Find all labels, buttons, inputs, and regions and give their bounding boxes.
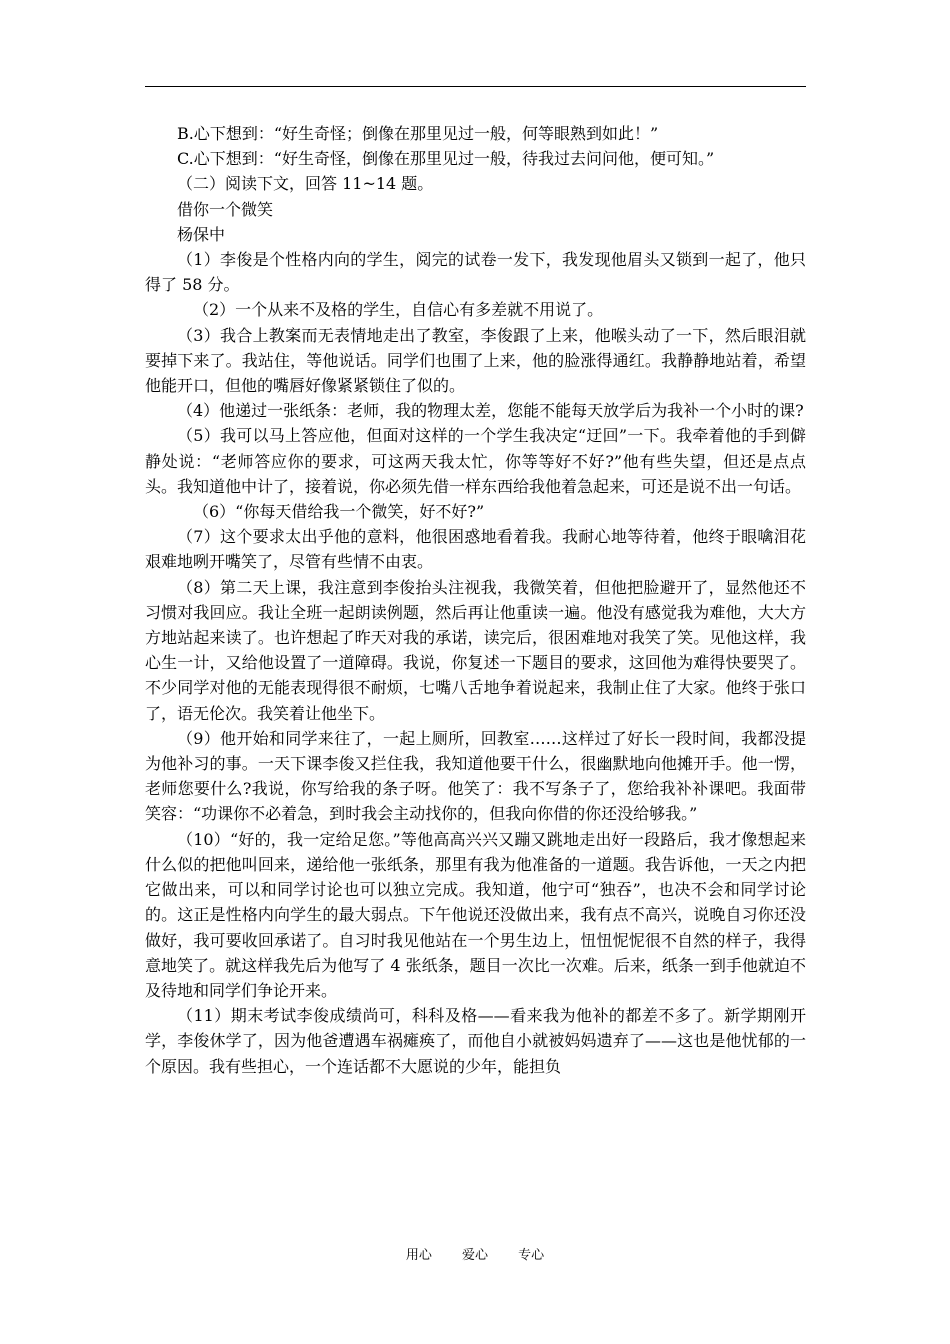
paragraph-11: （11）期末考试李俊成绩尚可，科科及格——看来我为他补的都差不多了。新学期刚开学，李俊休学了，因为他爸遭遇车祸瘫痪了，而他自小就被妈妈遗弃了——这也是他忧郁的一个原因。我有些担心，一个连话都不大愿说的少年，能担负: [145, 1006, 806, 1076]
paragraph-6: （6）“你每天借给我一个微笑，好不好?”: [193, 502, 485, 522]
option-b: B.心下想到：“好生奇怪；倒像在那里见过一般，何等眼熟到如此！”: [177, 124, 659, 143]
document-body: [145, 121, 806, 1079]
paragraph-2: （2）一个从来不及格的学生，自信心有多差就不用说了。: [193, 300, 604, 320]
header-rule: [145, 86, 806, 87]
article-title: 借你一个微笑: [177, 199, 274, 219]
paragraph-3: （3）我合上教案而无表情地走出了教室，李俊跟了上来，他喉头动了一下，然后眼泪就要掉下来了。我站住，等他说话。同学们也围了上来，他的脸涨得通红。我静静地站着，希望他能开口，但他的嘴唇好像紧紧锁住了似的。: [145, 325, 806, 396]
article-author: 杨保中: [177, 224, 226, 244]
paragraph-5: （5）我可以马上答应他，但面对这样的一个学生我决定“迂回”一下。我牵着他的手到僻静处说：“老师答应你的要求，可这两天我太忙，你等等好不好?”他有些失望，但还是点点头。我知道他中计了，接着说，你必须先借一样东西给我他着急起来，可还是说不出一句话。: [145, 426, 806, 496]
paragraph-4: （4）他递过一张纸条：老师，我的物理太差，您能不能每天放学后为我补一个小时的课?: [177, 401, 804, 421]
paragraph-9: （9）他开始和同学来往了，一起上厕所，回教室……这样过了好长一段时间，我都没提为他补习的事。一天下课李俊又拦住我，我知道他要干什么，很幽默地向他摊开手。他一愣，老师您要什么?我说，你写给我的条子呀。他笑了：我不写条子了，您给我补补课吧。我面带笑容：“功课你不必着急，到时我会主动找你的，但我向你借的你还没给够我。”: [145, 728, 806, 824]
paragraph-8: （8）第二天上课，我注意到李俊抬头注视我，我微笑着，但他把脸避开了，显然他还不习惯对我回应。我让全班一起朗读例题，然后再让他重读一遍。他没有感觉我为难他，大大方方地站起来读了。也许想起了昨天对我的承诺，读完后，很困难地对我笑了笑。见他这样，我心生一计，又给他设置了一道障碍。我说，你复述一下题目的要求，这回他为难得快要哭了。不少同学对他的无能表现得很不耐烦，七嘴八舌地争着说起来，我制止住了大家。他终于张口了，语无伦次。我笑着让他坐下。: [145, 577, 806, 723]
option-c: C.心下想到：“好生奇怪，倒像在那里见过一般，待我过去问问他，便可知。”: [177, 149, 715, 169]
paragraph-10: （10）“好的，我一定给足您。”等他高高兴兴又蹦又跳地走出好一段路后，我才像想起来什么似的把他叫回来，递给他一张纸条，那里有我为他准备的一道题。我告诉他，一天之内把它做出来，可以和同学讨论也可以独立完成。我知道，他宁可“独吞”，也决不会和同学讨论的。这正是性格内向学生的最大弱点。下午他说还没做出来，我有点不高兴，说晚自习你还没做好，我可要收回承诺了。自习时我见他站在一个男生边上，忸忸怩怩很不自然的样子，我得意地笑了。就这样我先后为他写了 4 张纸条，题目一次比一次难。后来，纸条一到手他就迫不及待地和同学们争论开来。: [145, 829, 806, 1000]
paragraph-1: （1）李俊是个性格内向的学生，阅完的试卷一发下，我发现他眉头又锁到一起了，他只得了 58 分。: [145, 250, 806, 295]
section-intro: （二）阅读下文，回答 11~14 题。: [177, 174, 434, 194]
paragraph-7: （7）这个要求太出乎他的意料，他很困惑地看着我。我耐心地等待着，他终于眼噙泪花艰难地咧开嘴笑了，尽管有些情不由衷。: [145, 527, 806, 572]
page-footer: 用心 爱心 专心: [405, 1248, 545, 1263]
